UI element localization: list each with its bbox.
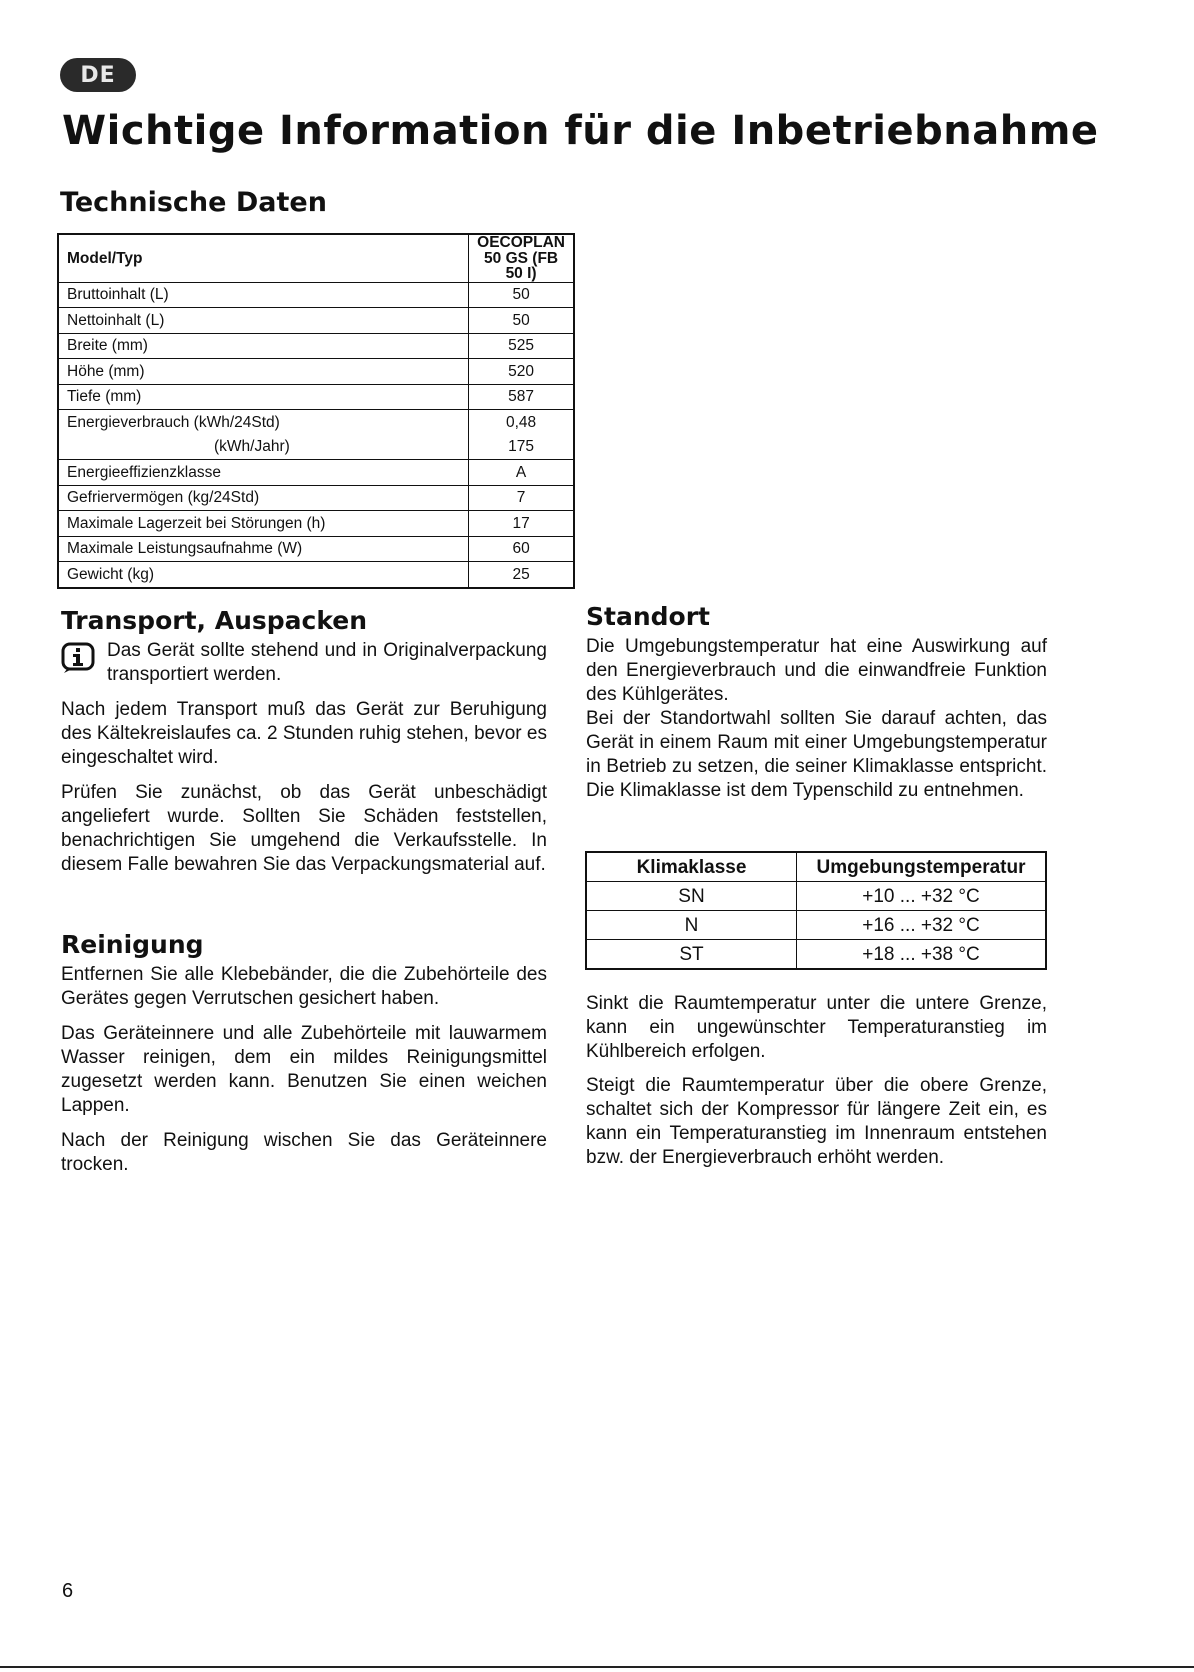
cleaning-paragraph: Das Geräteinnere und alle Zubehörteile mit lauwarmem Wasser reinigen, dem ein mildes Reinigungsmittel zugesetzt werden kann. Benutzen Sie einen weichen Lappen. (61, 1023, 547, 1116)
table-row (58, 485, 574, 511)
cleaning-paragraph: Entfernen Sie alle Klebebänder, die die Zubehörteile des Gerätes gegen Verrutschen gesichert haben. (61, 964, 547, 1009)
table-header-row (586, 852, 1046, 882)
table-row (58, 511, 574, 537)
temperature-range: +18 ... +38 °C (797, 940, 1047, 970)
row-value: 0,48 (469, 410, 574, 435)
row-value: 60 (469, 536, 574, 562)
row-value: 587 (469, 384, 574, 410)
row-value: 50 (469, 282, 574, 308)
language-badge: DE (60, 58, 136, 92)
technical-data-heading: Technische Daten (60, 187, 327, 218)
row-value: 25 (469, 562, 574, 588)
cleaning-paragraph: Nach der Reinigung wischen Sie das Geräteinnere trocken. (61, 1130, 547, 1175)
table-row (58, 282, 574, 308)
table-header-cell: Klimaklasse (586, 852, 797, 882)
location-note: Steigt die Raumtemperatur über die obere Grenze, schaltet sich der Kompressor für längere Zeit ein, es kann ein Temperaturanstieg im Innenraum entstehen bzw. der Energieverbrauch erhöht werden. (586, 1075, 1047, 1168)
transport-paragraph: Prüfen Sie zunächst, ob das Gerät unbeschädigt angeliefert wurde. Sollten Sie Schäden feststellen, benachrichtigen Sie umgehend die Verkaufsstelle. In diesem Falle bewahren Sie das Verpackungsmaterial auf. (61, 782, 547, 875)
row-label: Tiefe (mm) (58, 384, 469, 410)
row-label: (kWh/Jahr) (58, 435, 469, 460)
transport-paragraph: Nach jedem Transport muß das Gerät zur Beruhigung des Kältekreislaufes ca. 2 Stunden ruhig stehen, bevor es eingeschaltet wird. (61, 699, 547, 768)
row-value: 520 (469, 359, 574, 385)
row-label: Gefriervermögen (kg/24Std) (58, 485, 469, 511)
row-value: A (469, 460, 574, 486)
transport-heading: Transport, Auspacken (61, 606, 368, 635)
row-label: Breite (mm) (58, 333, 469, 359)
row-value: 525 (469, 333, 574, 359)
table-header-cell: Umgebungstemperatur (797, 852, 1047, 882)
table-row (586, 911, 1046, 940)
table-row (58, 460, 574, 486)
table-row (58, 333, 574, 359)
table-row (58, 536, 574, 562)
location-note: Sinkt die Raumtemperatur unter die untere Grenze, kann ein ungewünschter Temperaturanstieg im Kühlbereich erfolgen. (586, 993, 1047, 1062)
location-heading: Standort (586, 602, 710, 631)
table-row (58, 308, 574, 334)
table-header-cell: Model/Typ (58, 234, 469, 282)
bottom-divider (0, 1666, 1194, 1668)
info-icon (61, 642, 95, 674)
table-row (586, 882, 1046, 911)
row-value: 17 (469, 511, 574, 537)
table-row (58, 384, 574, 410)
climate-class-table (585, 851, 1047, 970)
row-value: 175 (469, 435, 574, 460)
row-label: Bruttoinhalt (L) (58, 282, 469, 308)
climate-class: SN (586, 882, 797, 911)
row-label: Energieeffizienzklasse (58, 460, 469, 486)
row-label: Gewicht (kg) (58, 562, 469, 588)
table-row (58, 562, 574, 588)
cleaning-heading: Reinigung (61, 930, 204, 959)
page-number: 6 (62, 1580, 74, 1602)
table-row (586, 940, 1046, 970)
info-note (61, 639, 547, 687)
table-row (58, 410, 574, 435)
temperature-range: +10 ... +32 °C (797, 882, 1047, 911)
location-paragraph: Bei der Standortwahl sollten Sie darauf achten, das Gerät in einem Raum mit einer Umgebungstemperatur in Betrieb zu setzen, die seiner Klimaklasse entspricht. Die Klimaklasse ist dem Typenschild zu entnehmen. (586, 708, 1047, 801)
climate-class: ST (586, 940, 797, 970)
row-label: Nettoinhalt (L) (58, 308, 469, 334)
row-value: 7 (469, 485, 574, 511)
row-value: 50 (469, 308, 574, 334)
row-label: Maximale Lagerzeit bei Störungen (h) (58, 511, 469, 537)
row-label: Energieverbrauch (kWh/24Std) (58, 410, 469, 435)
temperature-range: +16 ... +32 °C (797, 911, 1047, 940)
technical-data-table (57, 233, 575, 589)
table-header-cell: OECOPLAN 50 GS (FB 50 I) (469, 234, 574, 282)
table-row (58, 435, 574, 460)
row-label: Maximale Leistungsaufnahme (W) (58, 536, 469, 562)
location-paragraph: Die Umgebungstemperatur hat eine Auswirkung auf den Energieverbrauch und die einwandfreie Funktion des Kühlgerätes. (586, 636, 1047, 705)
climate-class: N (586, 911, 797, 940)
table-row (58, 359, 574, 385)
info-text: Das Gerät sollte stehend und in Originalverpackung transportiert werden. (107, 640, 547, 685)
page-title: Wichtige Information für die Inbetriebnahme (62, 108, 1099, 154)
row-label: Höhe (mm) (58, 359, 469, 385)
table-header-row (58, 234, 574, 282)
